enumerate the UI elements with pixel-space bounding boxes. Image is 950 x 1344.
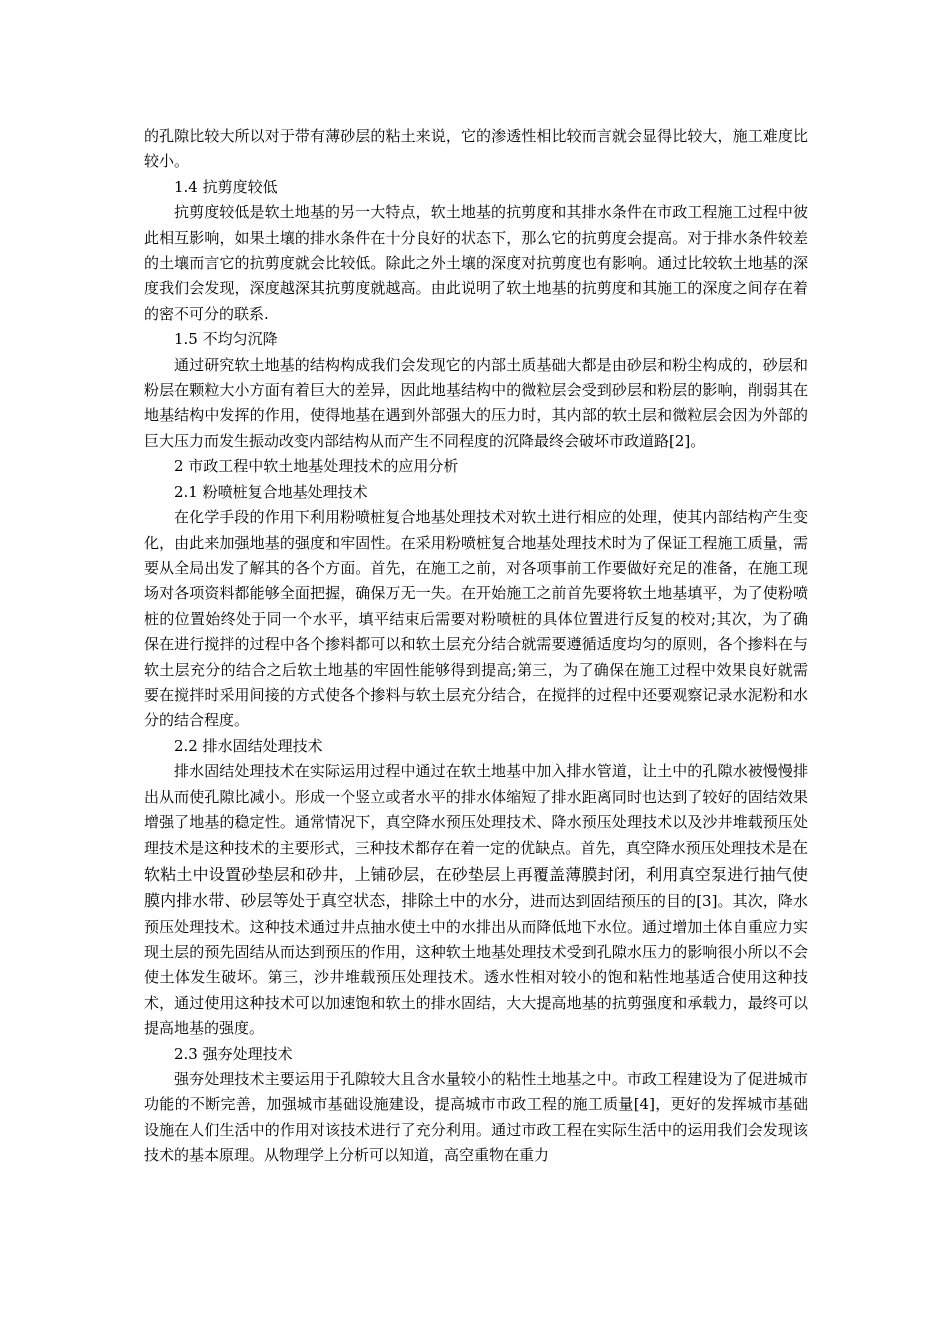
section-heading-1-5: 1.5 不均匀沉降 <box>174 330 278 349</box>
section-heading-2-3: 2.3 强夯处理技术 <box>174 1044 293 1063</box>
section-heading-2: 2 市政工程中软土地基处理技术的应用分析 <box>174 457 459 476</box>
paragraph-continued: 的孔隙比较大所以对于带有薄砂层的粘土来说，它的渗透性相比较而言就会显得比较大，施工难度比较小。 <box>144 127 808 171</box>
section-heading-2-1: 2.1 粉喷桩复合地基处理技术 <box>174 482 368 501</box>
paragraph-text-highlighted: 是在软粘土中设置砂垫层和砂井，上铺砂层，在砂垫层上再覆盖薄膜封闭，利用真空泵进行抽气使膜内排水带、砂层等处于真空状态，排除土中的水分， <box>144 838 808 911</box>
paragraph-drainage-consolidation <box>144 759 808 1041</box>
section-heading-2-2: 2.2 排水固结处理技术 <box>174 736 323 755</box>
paragraph-text-part-a: 排水固结处理技术在实际运用过程中通过在软土地基中加入排水管道，让土中的孔隙水被慢慢排出从而使孔隙比减小。形成一个竖立或者水平的排水体缩短了排水距离同时也达到了较好的固结效果增强了地基的稳定性。通常情况下，真空降水预压处理技术、降水预压处理技术以及沙井堆载预压处理技术是这种技术的主要形式，三种技术都存在着一定的优缺点。首先，真空降水预压处理技术 <box>144 762 808 858</box>
paragraph-dynamic-compaction: 强夯处理技术主要运用于孔隙较大且含水量较小的粘性土地基之中。市政工程建设为了促进城市功能的不断完善，加强城市基础设施建设，提高城市市政工程的施工质量[4]，更好的发挥城市基础设施在人们生活中的作用对该技术进行了充分利用。通过市政工程在实际生活中的运用我们会发现该技术的基本原理。从物理学上分析可以知道，高空重物在重力 <box>144 1070 808 1165</box>
section-heading-1-4: 1.4 抗剪度较低 <box>174 177 278 196</box>
paragraph-text-part-c: 进而达到固结预压的目的[3]。其次，降水预压处理技术。这种技术通过井点抽水使土中的水排出从而降低地下水位。通过增加土体自重应力实现土层的预先固结从而达到预压的作用，这种软土地基处理技术受到孔隙水压力的影响很小所以不会使土体发生破坏。第三，沙井堆载预压处理技术。透水性相对较小的饱和粘性地基适合使用这种技术，通过使用这种技术可以加速饱和软土的排水固结，大大提高地基的抗剪强度和承载力，最终可以提高地基的强度。 <box>144 892 808 1038</box>
paragraph-powder-jet-pile: 在化学手段的作用下利用粉喷桩复合地基处理技术对软土进行相应的处理，使其内部结构产生变化，由此来加强地基的强度和牢固性。在采用粉喷桩复合地基处理技术时为了保证工程施工质量，需要从全局出发了解其的各个方面。首先，在施工之前，对各项事前工作要做好充足的准备，在施工现场对各项资料都能够全面把握，确保万无一失。在开始施工之前首先要将软土地基填平，为了使粉喷桩的位置始终处于同一个水平，填平结束后需要对粉喷桩的具体位置进行反复的校对;其次，为了确保在进行搅拌的过程中各个掺料都可以和软土层充分结合就需要遵循适度均匀的原则，各个掺料在与软土层充分的结合之后软土地基的牢固性能够得到提高;第三，为了确保在施工过程中效果良好就需要在搅拌时采用间接的方式使各个掺料与软土层充分结合，在搅拌的过程中还要观察记录水泥粉和水分的结合程度。 <box>144 508 808 730</box>
paragraph-shear-strength: 抗剪度较低是软土地基的另一大特点，软土地基的抗剪度和其排水条件在市政工程施工过程中彼此相互影响，如果土壤的排水条件在十分良好的状态下，那么它的抗剪度会提高。对于排水条件较差的土壤而言它的抗剪度就会比较低。除此之外土壤的深度对抗剪度也有影响。通过比较软土地基的深度我们会发现，深度越深其抗剪度就越高。由此说明了软土地基的抗剪度和其施工的深度之间存在着的密不可分的联系. <box>144 203 808 323</box>
paragraph-uneven-settlement: 通过研究软土地基的结构构成我们会发现它的内部土质基础大都是由砂层和粉尘构成的，砂层和粉层在颗粒大小方面有着巨大的差异，因此地基结构中的微粒层会受到砂层和粉层的影响，削弱其在地基结构中发挥的作用，使得地基在遇到外部强大的压力时，其内部的软土层和微粒层会因为外部的巨大压力而发生振动改变内部结构从而产生不同程度的沉降最终会破坏市政道路[2]。 <box>144 355 808 450</box>
